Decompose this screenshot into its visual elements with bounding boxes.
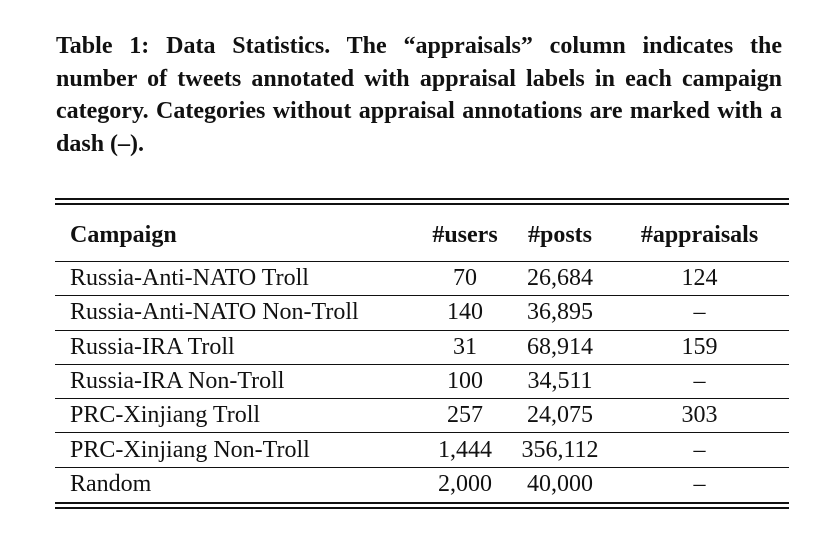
cell-appraisals: – [610,296,789,330]
header-campaign: Campaign [70,221,177,248]
cell-posts: 36,895 [510,296,610,330]
cell-posts: 34,511 [510,364,610,398]
header-users: #users [432,221,498,248]
cell-users: 1,444 [420,433,510,467]
cell-campaign: Random [55,467,420,501]
cell-users: 70 [420,262,510,296]
cell-users: 100 [420,364,510,398]
cell-campaign: PRC-Xinjiang Troll [55,399,420,433]
table-row [55,433,789,467]
header-appraisals: #appraisals [640,221,759,248]
cell-posts: 40,000 [510,467,610,501]
cell-campaign: Russia-IRA Troll [55,330,420,364]
cell-campaign: Russia-Anti-NATO Non-Troll [55,296,420,330]
cell-appraisals: 124 [610,262,789,296]
cell-campaign: PRC-Xinjiang Non-Troll [55,433,420,467]
data-statistics-table [55,198,789,509]
header-row [55,205,789,262]
bottom-double-rule [55,502,789,509]
cell-appraisals: – [610,433,789,467]
cell-appraisals: – [610,467,789,501]
table-row [55,399,789,433]
cell-users: 31 [420,330,510,364]
cell-posts: 26,684 [510,262,610,296]
cell-campaign: Russia-IRA Non-Troll [55,364,420,398]
table-row [55,467,789,501]
cell-appraisals: – [610,364,789,398]
table-row [55,296,789,330]
cell-campaign: Russia-Anti-NATO Troll [55,262,420,296]
cell-users: 140 [420,296,510,330]
cell-posts: 24,075 [510,399,610,433]
top-double-rule [55,198,789,205]
cell-users: 2,000 [420,467,510,501]
cell-users: 257 [420,399,510,433]
cell-posts: 356,112 [510,433,610,467]
cell-appraisals: 159 [610,330,789,364]
cell-appraisals: 303 [610,399,789,433]
statistics-table [55,205,789,502]
table-caption: Table 1: Data Statistics. The “appraisals” column indicates the number of tweets annotated with appraisal labels in each campaign category. Categories without appraisal annotations are marked with a dash (–). [56,33,782,157]
table-row [55,330,789,364]
cell-posts: 68,914 [510,330,610,364]
header-posts: #posts [527,221,593,248]
table-row [55,364,789,398]
table-row [55,262,789,296]
